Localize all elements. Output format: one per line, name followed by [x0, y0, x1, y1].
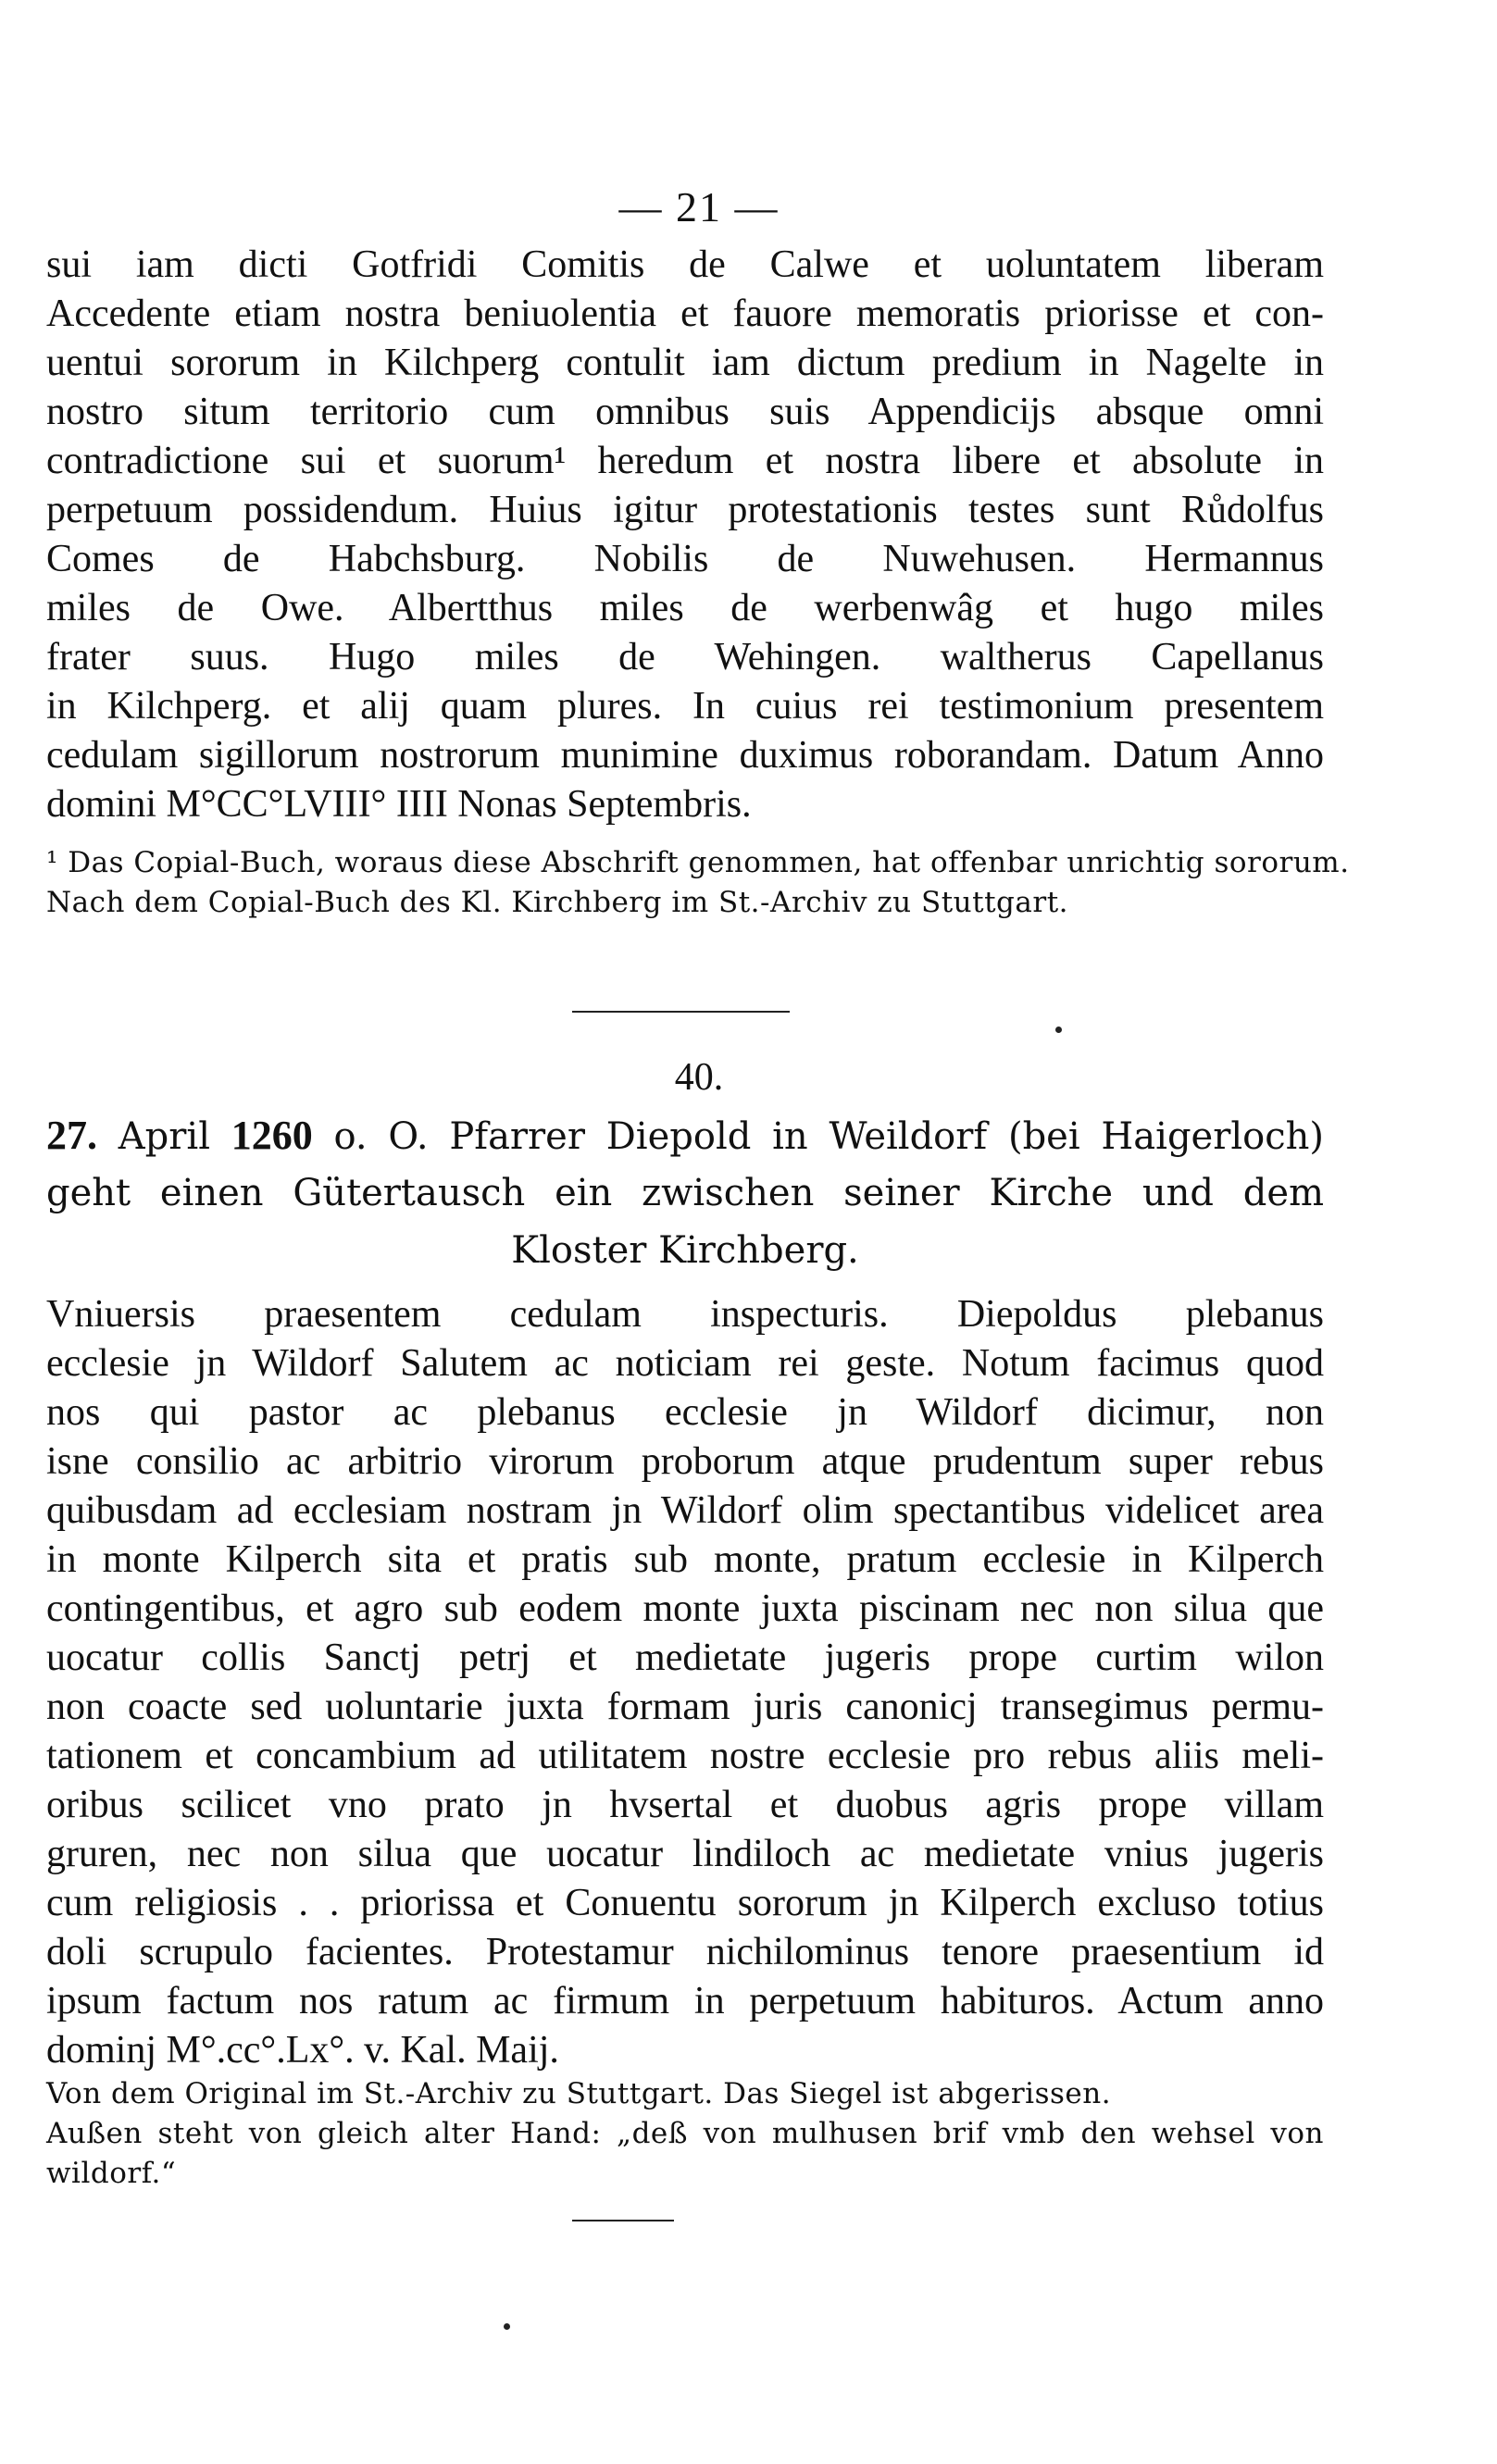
- doc39-text-line: Comes de Habchsburg. Nobilis de Nuwehusen. Hermannus: [46, 538, 1324, 580]
- doc39-text-line: uentui sororum in Kilchperg contulit iam dictum predium in Nagelte in: [46, 342, 1324, 384]
- footnote-line: wildorf.“: [46, 2157, 177, 2190]
- doc40-text-line: dominj M°.cc°.Lx°. v. Kal. Maij.: [46, 2029, 559, 2072]
- doc40-text-line: tationem et concambium ad utilitatem nostre ecclesie pro rebus aliis meli-: [46, 1735, 1324, 1777]
- separator-rule: [572, 1011, 790, 1013]
- doc39-text-line: Accedente etiam nostra beniuolentia et fauore memoratis priorisse et con-: [46, 292, 1324, 335]
- footnote-line: Außen steht von gleich alter Hand: „deß von mulhusen brif vmb den wehsel von: [46, 2117, 1324, 2150]
- doc40-date-year: 1260: [231, 1113, 313, 1158]
- doc39-body: [46, 241, 1324, 829]
- doc40-text-line: oribus scilicet vno prato jn hvsertal et duobus agris prope villam: [46, 1784, 1324, 1826]
- doc39-text-line: miles de Owe. Albertthus miles de werbenwâg et hugo miles: [46, 587, 1324, 629]
- footnote-line: Nach dem Copial-Buch des Kl. Kirchberg im St.-Archiv zu Stuttgart.: [46, 886, 1069, 919]
- doc40-heading-line2: geht einen Gütertausch ein zwischen seiner Kirche und dem: [46, 1172, 1324, 1214]
- doc39-footnotes: [46, 843, 1350, 923]
- doc40-text-line: nos qui pastor ac plebanus ecclesie jn Wildorf dicimur, non: [46, 1391, 1324, 1434]
- doc39-text-line: cedulam sigillorum nostrorum munimine duximus roborandam. Datum Anno: [46, 734, 1324, 777]
- speck: [504, 2323, 510, 2330]
- doc40-heading-line3: Kloster Kirchberg.: [511, 1229, 859, 1272]
- page-number: — 21 —: [618, 183, 780, 230]
- footnote-line: Von dem Original im St.-Archiv zu Stuttgart. Das Siegel ist abgerissen.: [46, 2077, 1112, 2110]
- footnote-line: ¹ Das Copial-Buch, woraus diese Abschrift genommen, hat offenbar unrichtig sororum.: [46, 846, 1350, 879]
- doc40-heading-line1: [46, 1107, 1324, 1164]
- doc39-text-line: perpetuum possidendum. Huius igitur protestationis testes sunt Růdolfus: [46, 489, 1324, 531]
- doc40-text-line: ipsum factum nos ratum ac firmum in perpetuum habituros. Actum anno: [46, 1980, 1324, 2022]
- doc40-date-month: April: [118, 1115, 210, 1158]
- doc39-text-line: nostro situm territorio cum omnibus suis Appendicijs absque omni: [46, 391, 1324, 433]
- doc40-text-line: in monte Kilperch sita et pratis sub monte, pratum ecclesie in Kilperch: [46, 1538, 1324, 1581]
- bottom-rule: [572, 2220, 674, 2221]
- doc40-text-line: cum religiosis . . priorissa et Conuentu sororum jn Kilperch excluso totius: [46, 1882, 1324, 1924]
- doc40-text-line: non coacte sed uoluntarie juxta formam juris canonicj transegimus permu-: [46, 1686, 1324, 1728]
- doc40-text-line: Vniuersis praesentem cedulam inspecturis. Diepoldus plebanus: [46, 1293, 1324, 1336]
- doc40-heading-rest: o. O. Pfarrer Diepold in Weildorf (bei Haigerloch): [333, 1115, 1324, 1158]
- doc39-text-line: sui iam dicti Gotfridi Comitis de Calwe et uoluntatem liberam: [46, 243, 1324, 286]
- doc40-text-line: uocatur collis Sanctj petrj et medietate jugeris prope curtim wilon: [46, 1636, 1324, 1679]
- doc40-number: 40.: [674, 1056, 724, 1099]
- doc40-text-line: doli scrupulo facientes. Protestamur nichilominus tenore praesentium id: [46, 1931, 1324, 1973]
- doc40-footnotes: [46, 2074, 1324, 2194]
- doc40-heading: [46, 1107, 1324, 1279]
- doc39-text-line: in Kilchperg. et alij quam plures. In cuius rei testimonium presentem: [46, 685, 1324, 728]
- speck: [1055, 1027, 1062, 1033]
- doc40-text-line: ecclesie jn Wildorf Salutem ac noticiam rei geste. Notum facimus quod: [46, 1342, 1324, 1385]
- doc39-text-line: domini M°CC°LVIII° IIII Nonas Septembris.: [46, 783, 752, 826]
- doc40-text-line: contingentibus, et agro sub eodem monte juxta piscinam nec non silua que: [46, 1587, 1324, 1630]
- doc40-text-line: isne consilio ac arbitrio virorum proborum atque prudentum super rebus: [46, 1440, 1324, 1483]
- doc40-date-day: 27.: [46, 1113, 97, 1158]
- doc40-text-line: gruren, nec non silua que uocatur lindiloch ac medietate vnius jugeris: [46, 1833, 1324, 1875]
- doc40-text-line: quibusdam ad ecclesiam nostram jn Wildorf olim spectantibus videlicet area: [46, 1489, 1324, 1532]
- doc39-text-line: frater suus. Hugo miles de Wehingen. waltherus Capellanus: [46, 636, 1324, 678]
- doc40-body: [46, 1290, 1324, 2075]
- doc39-text-line: contradictione sui et suorum¹ heredum et nostra libere et absolute in: [46, 440, 1324, 482]
- document-page: [46, 0, 1350, 2464]
